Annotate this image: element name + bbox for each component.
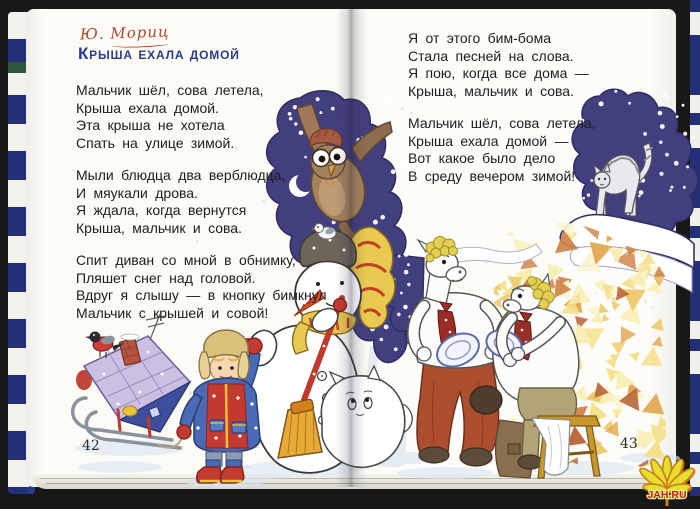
stanza [408,115,596,185]
page-gutter-shadow [336,9,366,487]
watermark-text: JAH.RU [647,489,687,501]
stanza [76,82,327,152]
boy-mitten-rope [177,425,191,439]
poem-line: Спит диван со мной в обнимку, [76,252,296,268]
poem-line: Мальчик шёл, сова летела, [408,115,596,131]
watermark-logo [634,450,698,509]
poem-line: Крыша ехала домой — [408,132,569,149]
stanza [408,30,596,100]
poem-line: Крыша, мальчик и сова. [76,219,242,236]
poem-line: Мальчик с крышей и совой! [76,304,269,321]
poem-line: Вдруг я слышу — в кнопку бимкнул [76,287,327,303]
poem-line: В среду вечером зимой! [408,167,576,184]
poem-title: Крыша ехала домой [78,44,240,63]
poem-line: Крыша, мальчик и сова. [408,82,574,99]
poem-line: Вот какое было дело [408,150,556,166]
author-signature: Ю. Мориц [80,22,170,49]
poem-line: Я пою, когда все дома — [408,65,589,81]
poem-line: Мыли блюдца два верблюдца, [76,167,286,183]
poem-line: Стала песней на слова. [408,47,574,64]
poem-line: Пляшет снег над головой. [76,269,256,286]
poem-line: Эта крыша не хотела [76,117,225,133]
poem-line: Крыша ехала домой. [76,99,219,116]
boy-boots [197,460,244,483]
poem-line: Спать на улице зимой. [76,134,235,151]
right-poem [408,30,596,200]
stanza [76,167,327,237]
camel-standing-illustration [414,237,500,467]
boy-illustration [177,330,262,483]
page-number-left: 42 [82,438,100,454]
page-number-right: 43 [620,436,638,452]
left-poem [76,82,327,337]
poem-line: Мальчик шёл, сова летела, [76,82,264,98]
stanza [76,252,327,322]
poem-line: Я от этого бим-бома [408,30,551,46]
poem-line: Я ждала, когда вернутся [76,202,247,218]
poem-line: И мяукали дрова. [76,184,198,201]
